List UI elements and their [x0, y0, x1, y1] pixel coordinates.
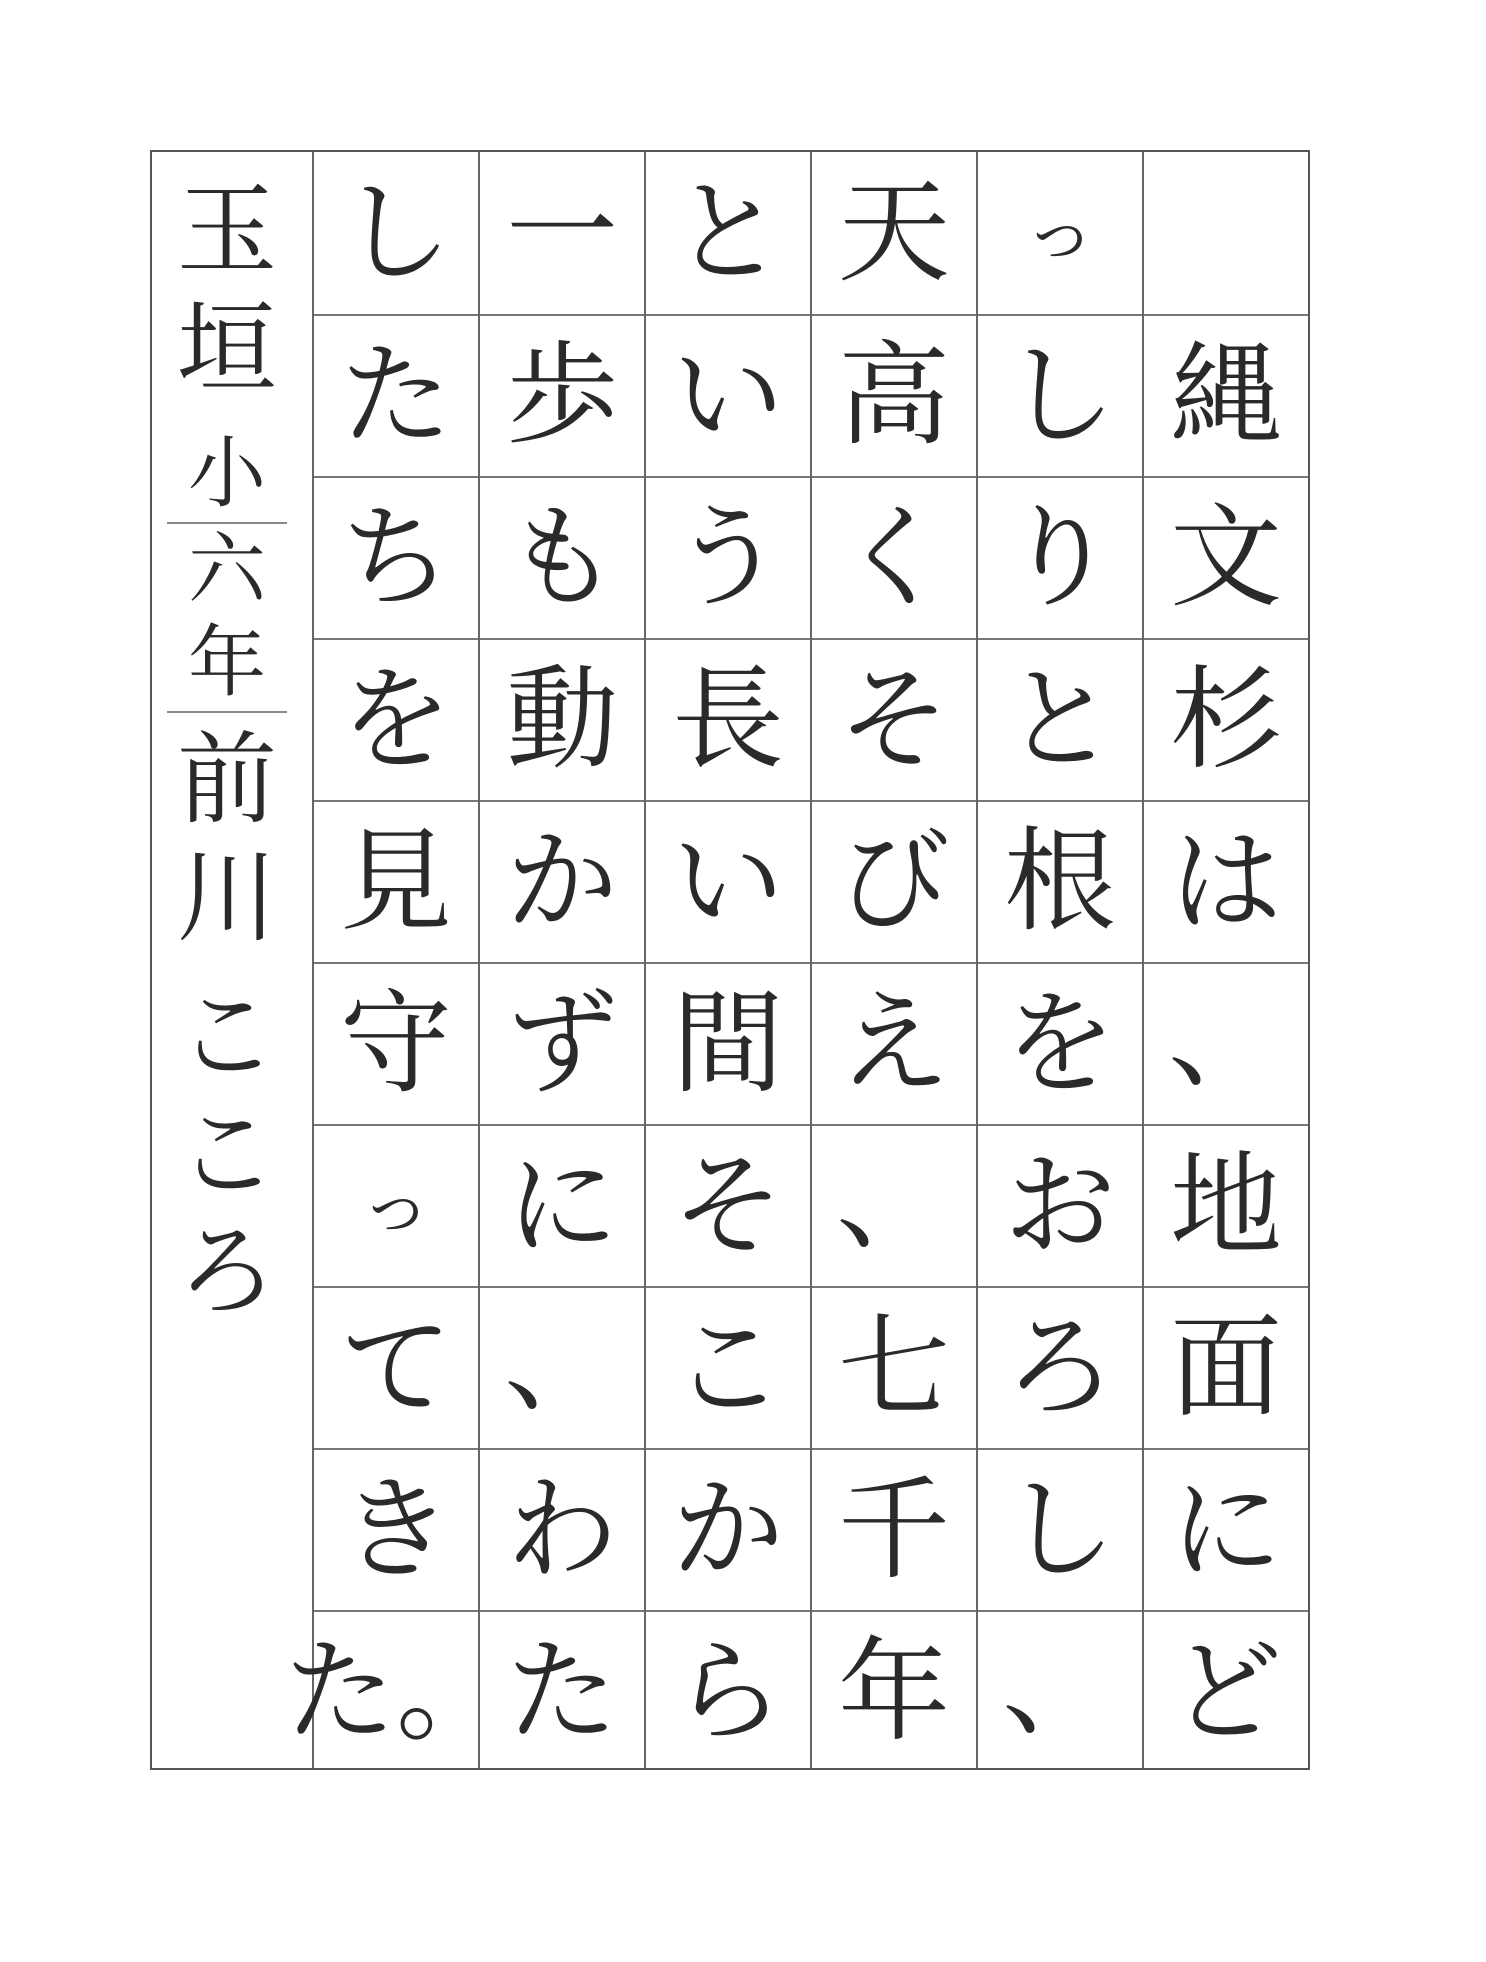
name-char: 前 [177, 720, 277, 838]
grid-cell: ら [646, 1610, 810, 1772]
grid-cell: ず [480, 962, 644, 1124]
school-name [177, 172, 277, 408]
grid-cell: 一 [506, 168, 618, 298]
author-column [152, 152, 302, 1768]
grid-cell: た。 [314, 1610, 478, 1772]
grid-cell: 文 [1144, 476, 1308, 638]
name-char: ろ [177, 1212, 277, 1330]
grade-char: 年 [187, 618, 266, 709]
grid-cell: 動 [480, 638, 644, 800]
manuscript-sheet [150, 150, 1310, 1770]
grid-cell: び [812, 800, 976, 962]
grid-cell: て [314, 1286, 478, 1448]
divider [167, 711, 287, 713]
grid-cell: 歩 [480, 314, 644, 476]
grid-cell: を [978, 962, 1142, 1124]
grade-char: 六 [187, 524, 266, 615]
manuscript-column [644, 152, 810, 1768]
grid-cell: く [812, 476, 976, 638]
grid-cell: 高 [812, 314, 976, 476]
grid-cell [1144, 152, 1308, 314]
grid-cell: た [480, 1610, 644, 1772]
grid-cell: も [480, 476, 644, 638]
grid-cell: か [646, 1448, 810, 1610]
grid-cell: 杉 [1144, 638, 1308, 800]
manuscript-column [284, 152, 508, 1768]
name-char: こ [177, 1094, 277, 1212]
grid-cell: は [1144, 800, 1308, 962]
school-char: 玉 [177, 172, 277, 289]
grid-cell: た [314, 314, 478, 476]
grid-cell: こ [646, 1286, 810, 1448]
name-char: 川 [177, 838, 277, 956]
grid-cell: 千 [812, 1448, 976, 1610]
school-char: 垣 [177, 290, 277, 407]
grid-cell: 年 [812, 1610, 976, 1772]
grid-cell: ろ [978, 1286, 1142, 1448]
grid-cell: い [646, 314, 810, 476]
grid-cell: わ [480, 1448, 644, 1610]
grid-cell: っ [1025, 192, 1095, 274]
grid-cell: 見 [314, 800, 478, 962]
grid-cell: 面 [1144, 1286, 1308, 1448]
grid-cell: 守 [314, 962, 478, 1124]
grid-cell: 縄 [1144, 314, 1308, 476]
grid-cell: と [672, 168, 784, 298]
grid-cell: か [480, 800, 644, 962]
grid-cell: し [978, 314, 1142, 476]
grid-cell: し [978, 1448, 1142, 1610]
grade-char: 小 [187, 429, 266, 519]
grid-cell: 間 [646, 962, 810, 1124]
grid-cell: う [646, 476, 810, 638]
grid-cell: そ [812, 638, 976, 800]
grade-label [167, 428, 287, 713]
grid-cell: 長 [646, 638, 810, 800]
student-name [177, 721, 277, 1331]
grid-cell: ち [314, 476, 478, 638]
grid-cell: 地 [1144, 1124, 1308, 1286]
grid-cell: 七 [812, 1286, 976, 1448]
grid-cell: そ [646, 1124, 810, 1286]
grid-cell: と [978, 638, 1142, 800]
manuscript-column [810, 152, 976, 1768]
grid-cell: お [978, 1124, 1142, 1286]
grid-cell: に [480, 1124, 644, 1286]
grid-cell: い [646, 800, 810, 962]
manuscript-column [976, 152, 1142, 1768]
name-char: こ [177, 976, 277, 1094]
grid-cell: 、 [1144, 962, 1308, 1124]
grid-cell: 根 [978, 800, 1142, 962]
grid-cell: 、 [480, 1286, 644, 1448]
grid-cell: え [812, 962, 976, 1124]
grid-cell: 、 [812, 1124, 976, 1286]
grid-cell: き [314, 1448, 478, 1610]
grid-cell: ど [1144, 1610, 1308, 1772]
manuscript-column [1142, 152, 1308, 1768]
grid-cell: 天 [838, 168, 950, 298]
grid-cell: に [1144, 1448, 1308, 1610]
grid-cell: っ [314, 1124, 478, 1286]
grid-cell: し [340, 168, 452, 298]
grid-cell: を [314, 638, 478, 800]
manuscript-column [478, 152, 644, 1768]
grid-cell: 、 [978, 1610, 1142, 1772]
grid-cell: り [978, 476, 1142, 638]
